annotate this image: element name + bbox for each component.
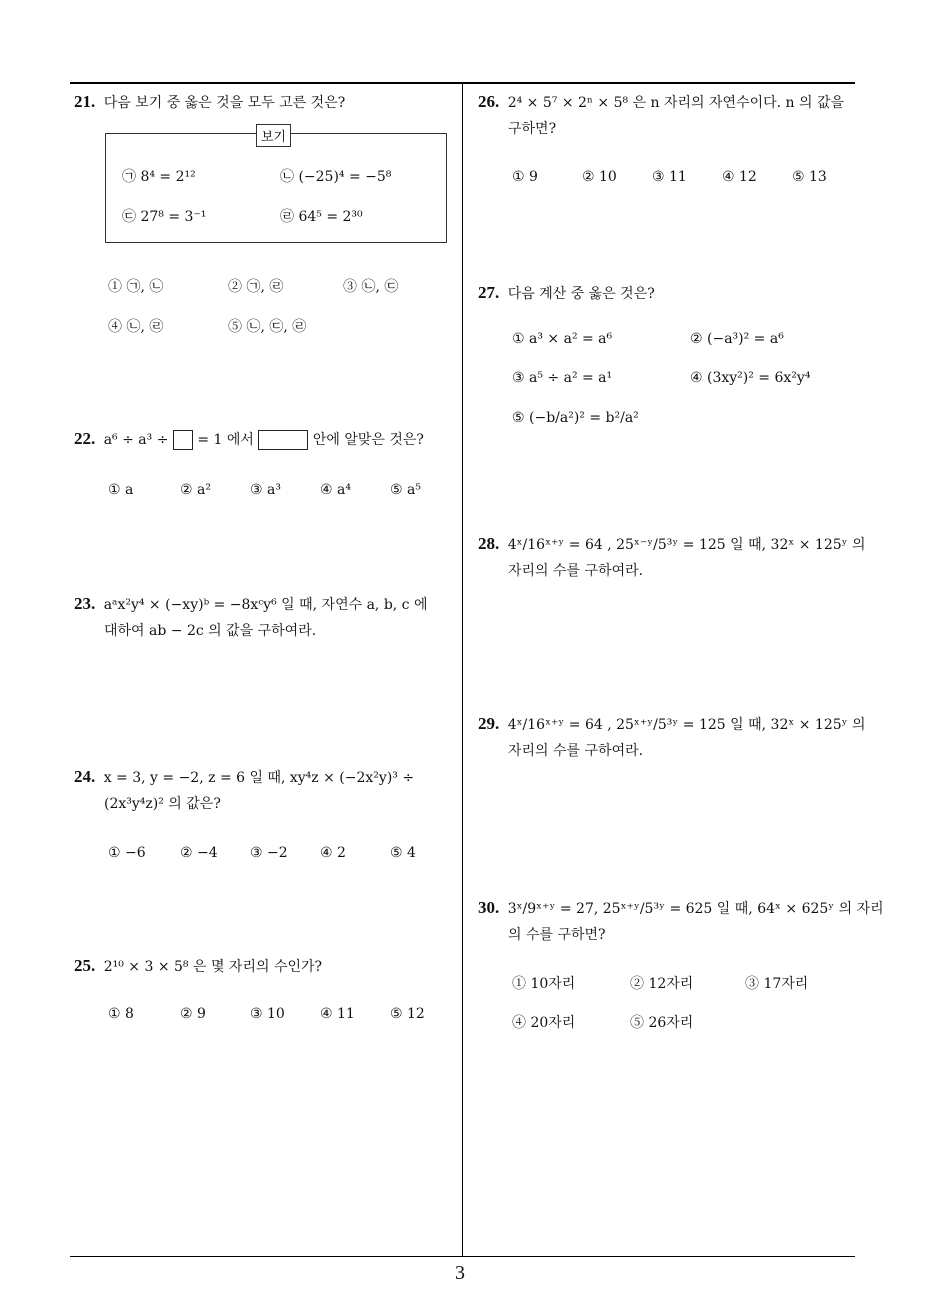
question-stem-line2: 대하여 ab − 2c 의 값을 구하여라. <box>104 623 317 639</box>
option-5[interactable]: ⑤ 26자리 <box>630 1015 694 1031</box>
option-4[interactable]: ④ (3xy²)² = 6x²y⁴ <box>690 370 811 386</box>
question-stem-line1: 4ˣ/16ˣ⁺ʸ = 64 , 25ˣ⁺ʸ/5³ʸ = 125 일 때, 32ˣ × 125ʸ 의 <box>507 717 866 733</box>
option-1[interactable]: ① 8 <box>108 1006 134 1022</box>
bogi-box <box>105 133 447 243</box>
question-30 <box>478 896 884 948</box>
question-stem-line2: 자리의 수를 구하여라. <box>508 563 644 579</box>
option-1[interactable]: ① a³ × a² = a⁶ <box>512 331 613 347</box>
question-stem-line2: (2x³y⁴z)² 의 값은? <box>104 796 221 812</box>
question-23 <box>74 592 459 644</box>
option-3[interactable]: ③ a³ <box>250 482 281 498</box>
question-stem-line1: 2⁴ × 5⁷ × 2ⁿ × 5⁸ 은 n 자리의 자연수이다. n 의 값을 <box>507 95 845 111</box>
option-2[interactable]: ② 9 <box>180 1006 206 1022</box>
question-number: 29. <box>478 714 500 733</box>
option-1[interactable]: ① a <box>108 482 134 498</box>
option-3[interactable]: ③ 10 <box>250 1006 285 1022</box>
question-26 <box>478 90 858 142</box>
question-number: 24. <box>74 767 96 786</box>
bogi-item: ㉡ (−25)⁴ = −5⁸ <box>280 169 392 185</box>
option-2[interactable]: ② a² <box>180 482 211 498</box>
option-2[interactable]: ② (−a³)² = a⁶ <box>690 331 784 347</box>
option-2[interactable]: ② 10 <box>582 169 617 185</box>
blank-box-small <box>173 430 193 450</box>
question-number: 25. <box>74 956 96 975</box>
option-4[interactable]: ④ ㉡, ㉣ <box>108 319 164 335</box>
option-2[interactable]: ② 12자리 <box>630 976 694 992</box>
option-5[interactable]: ⑤ a⁵ <box>390 482 421 498</box>
question-stem-c: 안에 알맞은 것은? <box>312 432 424 448</box>
option-5[interactable]: ⑤ ㉡, ㉢, ㉣ <box>228 319 307 335</box>
question-number: 30. <box>478 898 500 917</box>
option-4[interactable]: ④ 2 <box>320 845 346 861</box>
question-stem: 다음 보기 중 옳은 것을 모두 고른 것은? <box>103 95 346 111</box>
option-2[interactable]: ② −4 <box>180 845 218 861</box>
question-number: 28. <box>478 534 500 553</box>
option-4[interactable]: ④ 11 <box>320 1006 355 1022</box>
question-number: 23. <box>74 594 96 613</box>
question-number: 27. <box>478 283 500 302</box>
option-1[interactable]: ① 10자리 <box>512 976 576 992</box>
question-29 <box>478 712 866 764</box>
option-5[interactable]: ⑤ 4 <box>390 845 416 861</box>
option-5[interactable]: ⑤ 13 <box>792 169 827 185</box>
question-21 <box>74 90 454 116</box>
option-4[interactable]: ④ 12 <box>722 169 757 185</box>
bottom-rule <box>70 1256 855 1257</box>
question-stem-a: a⁶ ÷ a³ ÷ <box>103 432 169 448</box>
option-1[interactable]: ① −6 <box>108 845 146 861</box>
question-stem-line1: aᵃx²y⁴ × (−xy)ᵇ = −8xᶜy⁶ 일 때, 자연수 a, b, c 에 <box>103 597 428 613</box>
bogi-item: ㉠ 8⁴ = 2¹² <box>122 169 196 185</box>
question-stem-line2: 자리의 수를 구하여라. <box>508 743 644 759</box>
question-25 <box>74 954 459 980</box>
bogi-title: 보기 <box>256 124 291 147</box>
question-stem-line2: 구하면? <box>508 121 557 137</box>
column-divider <box>462 84 463 1256</box>
option-3[interactable]: ③ 11 <box>652 169 687 185</box>
question-27 <box>478 281 858 307</box>
question-stem-line2: 의 수를 구하면? <box>508 927 606 943</box>
option-3[interactable]: ③ a⁵ ÷ a² = a¹ <box>512 370 613 386</box>
option-3[interactable]: ③ −2 <box>250 845 288 861</box>
option-5[interactable]: ⑤ (−b/a²)² = b²/a² <box>512 410 639 426</box>
question-28 <box>478 532 866 584</box>
bogi-item: ㉣ 64⁵ = 2³⁰ <box>280 209 363 225</box>
question-number: 21. <box>74 92 96 111</box>
option-3[interactable]: ③ ㉡, ㉢ <box>343 279 399 295</box>
option-5[interactable]: ⑤ 12 <box>390 1006 425 1022</box>
question-stem-line1: 3ˣ/9ˣ⁺ʸ = 27, 25ˣ⁺ʸ/5³ʸ = 625 일 때, 64ˣ × 625ʸ 의 자리 <box>507 901 884 917</box>
question-24 <box>74 765 459 817</box>
question-22 <box>74 427 459 453</box>
bogi-item: ㉢ 27⁸ = 3⁻¹ <box>122 209 207 225</box>
question-stem: 2¹⁰ × 3 × 5⁸ 은 몇 자리의 수인가? <box>103 959 323 975</box>
question-number: 26. <box>478 92 500 111</box>
question-stem: 다음 계산 중 옳은 것은? <box>507 286 655 302</box>
option-4[interactable]: ④ a⁴ <box>320 482 351 498</box>
option-1[interactable]: ① ㉠, ㉡ <box>108 279 164 295</box>
option-2[interactable]: ② ㉠, ㉣ <box>228 279 284 295</box>
option-4[interactable]: ④ 20자리 <box>512 1015 576 1031</box>
question-stem-line1: 4ˣ/16ˣ⁺ʸ = 64 , 25ˣ⁻ʸ/5³ʸ = 125 일 때, 32ˣ × 125ʸ 의 <box>507 537 866 553</box>
blank-box-wide <box>258 430 308 450</box>
question-stem-line1: x = 3, y = −2, z = 6 일 때, xy⁴z × (−2x²y)³ ÷ <box>103 770 415 786</box>
question-stem-b: = 1 에서 <box>197 432 254 448</box>
question-number: 22. <box>74 429 96 448</box>
option-3[interactable]: ③ 17자리 <box>745 976 809 992</box>
option-1[interactable]: ① 9 <box>512 169 538 185</box>
page-number: 3 <box>455 1262 465 1284</box>
